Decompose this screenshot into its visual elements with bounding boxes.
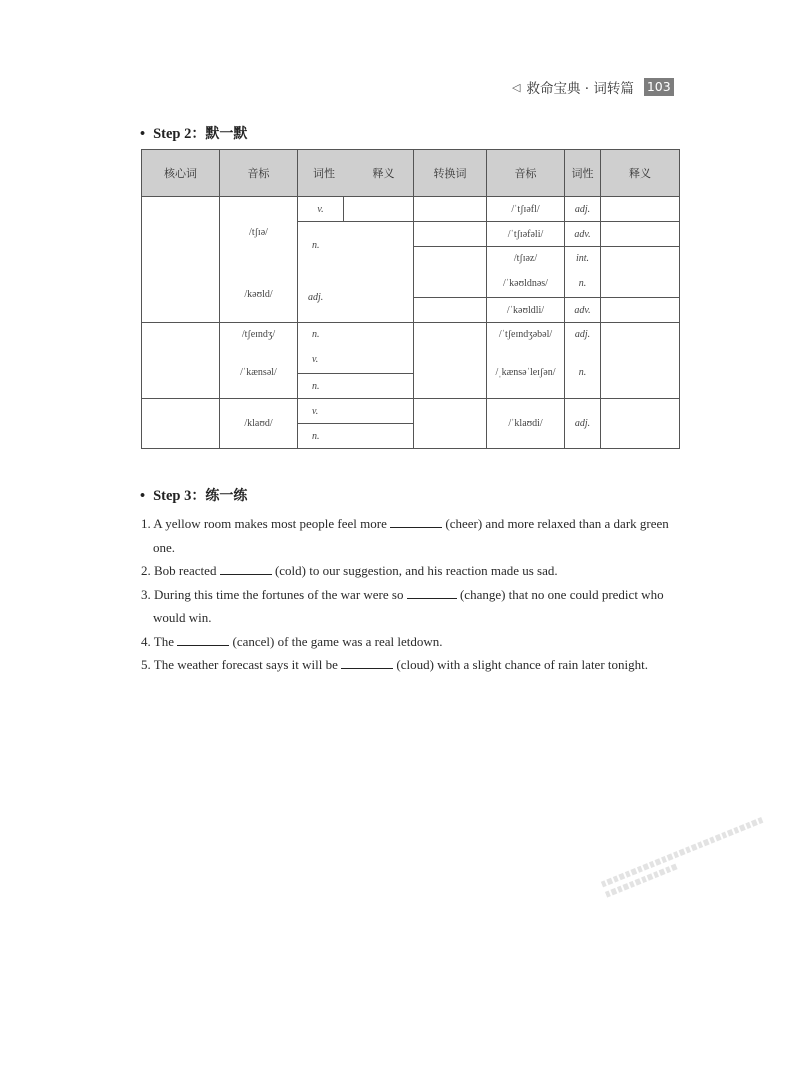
pos-cell[interactable]: n. xyxy=(298,424,414,449)
step3-title: 练一练 xyxy=(205,488,248,504)
exercise-text: 3. During this time the fortunes of the war were so xyxy=(141,586,404,602)
answer-blank[interactable] xyxy=(390,515,442,528)
table-row xyxy=(142,399,680,424)
exercise-text: one. xyxy=(153,539,176,555)
pos-cell[interactable]: v. xyxy=(298,399,414,424)
col-header-pos: 词性 xyxy=(313,167,335,180)
answer-blank[interactable] xyxy=(220,562,272,575)
exercise-text: (cheer) and more relaxed than a dark green xyxy=(445,516,669,531)
derived-word-cell[interactable] xyxy=(414,298,487,323)
exercise-item xyxy=(141,653,681,677)
exercise-item xyxy=(141,630,681,654)
core-word-cell[interactable] xyxy=(142,399,220,449)
derived-phonetic-cell: /ˈtʃɪəfl/ xyxy=(487,197,565,222)
derived-phonetic-cell xyxy=(487,247,565,298)
pos-text: n. xyxy=(312,329,320,340)
derived-meaning-cell[interactable] xyxy=(601,222,680,247)
derived-meaning-cell[interactable] xyxy=(601,247,680,298)
derived-word-cell[interactable] xyxy=(414,323,487,399)
derived-meaning-cell[interactable] xyxy=(601,197,680,222)
derived-meaning-cell[interactable] xyxy=(601,399,680,449)
derived-word-cell[interactable] xyxy=(414,247,487,298)
derived-pos-cell: adv. xyxy=(565,298,601,323)
step2-label: Step 2 xyxy=(153,126,192,142)
step2-title: 默一默 xyxy=(205,126,248,142)
watermark xyxy=(600,809,786,903)
table-row xyxy=(142,197,680,222)
step3-label: Step 3 xyxy=(153,488,192,504)
exercise-text: 4. The xyxy=(141,633,174,649)
col-header-phonetic: 音标 xyxy=(220,150,298,197)
derived-word-cell[interactable] xyxy=(414,197,487,222)
exercise-text: (cancel) of the game was a real letdown. xyxy=(232,633,443,649)
pos-text: adj. xyxy=(308,292,324,303)
derived-pos-text: n. xyxy=(578,278,587,289)
phonetic-text: /tʃeɪndʒ/ xyxy=(241,329,276,340)
derived-pos-cell xyxy=(565,323,601,399)
exercise-item xyxy=(141,583,681,607)
bullet-icon: • xyxy=(140,126,146,142)
bullet-icon: • xyxy=(140,488,146,504)
pos-meaning-cell[interactable] xyxy=(298,222,414,323)
col-header-derived-word: 转换词 xyxy=(414,150,487,197)
exercise-item-continued xyxy=(141,536,681,560)
col-header-meaning: 释义 xyxy=(372,167,395,180)
table-row xyxy=(142,323,680,349)
core-word-cell[interactable] xyxy=(142,323,220,399)
exercise-text: (change) that no one could predict who xyxy=(459,586,664,602)
exercise-text: 2. Bob reacted xyxy=(141,563,217,578)
derived-pos-cell xyxy=(565,247,601,298)
derived-meaning-cell[interactable] xyxy=(601,298,680,323)
step2-heading: • Step 2：默一默 xyxy=(140,126,248,142)
pos-meaning-cell[interactable] xyxy=(298,323,414,374)
exercise-list xyxy=(141,512,681,677)
col-header-pos-meaning xyxy=(298,150,414,197)
answer-blank[interactable] xyxy=(341,656,393,669)
pos-cell: v. xyxy=(298,197,344,222)
derived-word-cell[interactable] xyxy=(414,222,487,247)
col-header-core-word: 核心词 xyxy=(142,150,220,197)
phonetic-text: /tʃɪə/ xyxy=(249,227,268,238)
derived-phonetic-text: /ˈtʃeɪndʒəbəl/ xyxy=(498,329,553,340)
step3-heading: • Step 3：练一练 xyxy=(140,488,248,504)
derived-phonetic-text: /ˌkænsəˈleɪʃən/ xyxy=(495,367,556,378)
page-number: 103 xyxy=(644,78,674,96)
exercise-text: (cold) to our suggestion, and his reaction made us sad. xyxy=(274,563,558,578)
derived-phonetic-cell: /ˈklaʊdi/ xyxy=(487,399,565,449)
derived-phonetic-text: /tʃɪəz/ xyxy=(513,253,538,264)
table-header-row xyxy=(142,150,680,197)
pos-cell[interactable]: n. xyxy=(298,374,414,399)
derived-pos-cell: adv. xyxy=(565,222,601,247)
answer-blank[interactable] xyxy=(407,586,457,599)
derived-pos-text: adj. xyxy=(574,329,591,340)
phonetic-text: /ˈkænsəl/ xyxy=(240,367,277,378)
col-header-derived-phonetic: 音标 xyxy=(487,150,565,197)
triangle-left-icon: ◁ xyxy=(512,80,521,94)
derived-phonetic-cell: /ˈkəʊldli/ xyxy=(487,298,565,323)
derived-pos-cell: adj. xyxy=(565,197,601,222)
exercise-text: 5. The weather forecast says it will be xyxy=(141,657,338,672)
exercise-item xyxy=(141,559,681,583)
exercise-item xyxy=(141,512,681,536)
pos-text: n. xyxy=(312,240,320,251)
watermark-texture xyxy=(600,809,784,901)
phonetic-text: /kəʊld/ xyxy=(244,289,273,300)
phonetic-cell xyxy=(220,197,298,323)
derived-word-cell[interactable] xyxy=(414,399,487,449)
header-title: 救命宝典 · 词转篇 xyxy=(526,81,634,97)
derived-phonetic-cell xyxy=(487,323,565,399)
phonetic-cell: /klaʊd/ xyxy=(220,399,298,449)
derived-pos-text: n. xyxy=(578,367,587,378)
col-header-derived-meaning: 释义 xyxy=(601,150,680,197)
meaning-cell[interactable] xyxy=(344,197,414,222)
derived-pos-text: int. xyxy=(575,253,590,264)
answer-blank[interactable] xyxy=(177,633,229,646)
phonetic-cell xyxy=(220,323,298,399)
derived-meaning-cell[interactable] xyxy=(601,323,680,399)
pos-text: v. xyxy=(312,354,319,365)
running-header xyxy=(512,78,674,96)
col-header-derived-pos: 词性 xyxy=(565,150,601,197)
exercise-text: 1. A yellow room makes most people feel more xyxy=(141,516,387,531)
derived-phonetic-cell: /ˈtʃɪəfəli/ xyxy=(487,222,565,247)
exercise-text: (cloud) with a slight chance of rain later tonight. xyxy=(396,657,648,672)
derived-phonetic-text: /ˈkəʊldnəs/ xyxy=(503,278,548,289)
derived-pos-cell: adj. xyxy=(565,399,601,449)
exercise-text: would win. xyxy=(153,610,212,625)
exercise-item-continued xyxy=(141,606,681,630)
vocab-table xyxy=(141,149,680,449)
core-word-cell[interactable] xyxy=(142,197,220,323)
